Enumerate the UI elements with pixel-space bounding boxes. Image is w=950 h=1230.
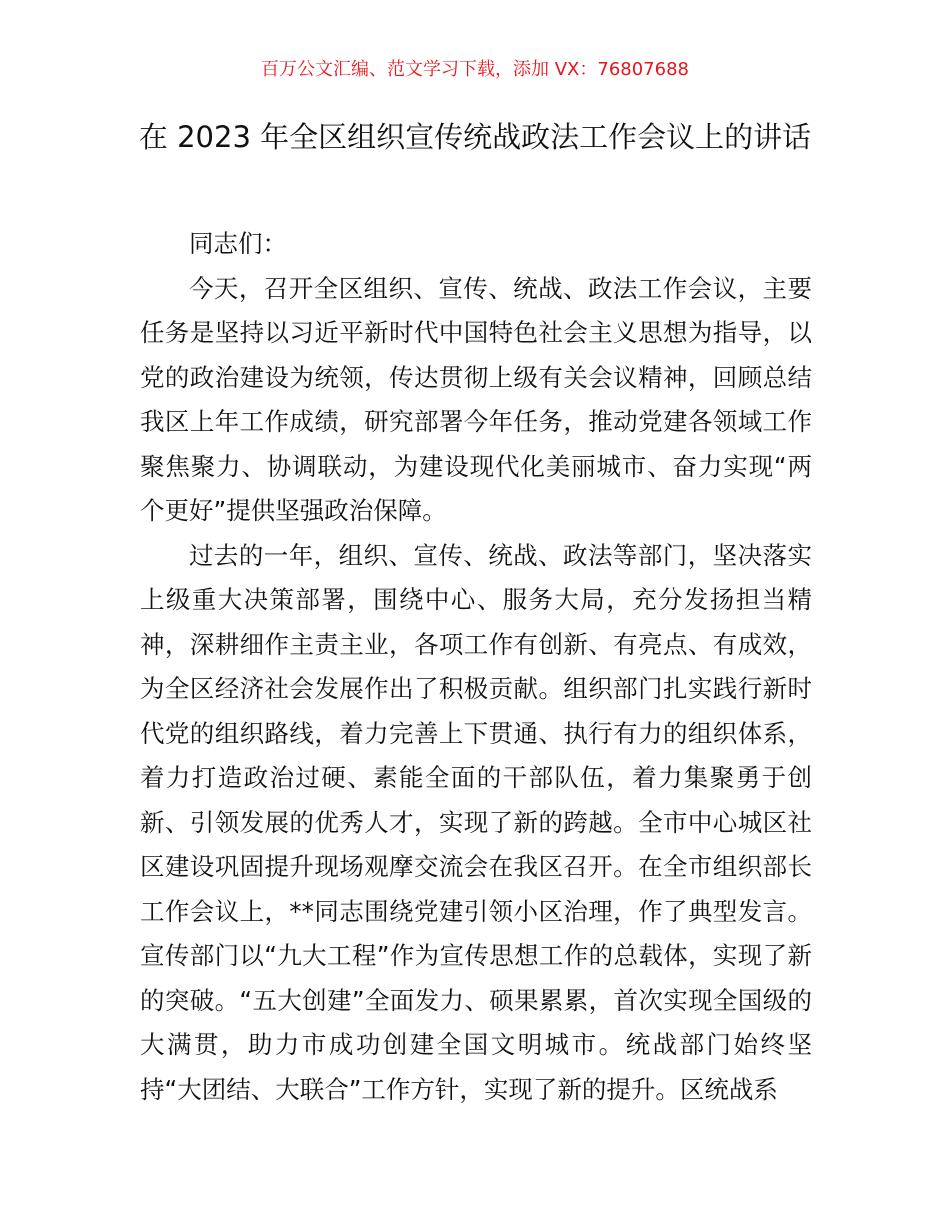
salutation: 同志们： — [189, 229, 287, 258]
paragraph-review: 过去的一年，组织、宣传、统战、政法等部门，坚决落实上级重大决策部署，围绕中心、服务大局，充分发扬担当精神，深耕细作主责主业，各项工作有创新、有亮点、有成效，为全区经济社会发展作出了积极贡献。组织部门扎实践行新时代党的组织路线，着力完善上下贯通、执行有力的组织体系，着力打造政治过硬、素能全面的干部队伍，着力集聚勇于创新、引领发展的优秀人才，实现了新的跨越。全市中心城区社区建设巩固提升现场观摩交流会在我区召开。在全市组织部长工作会议上，**同志围绕党建引领小区治理，作了典型发言。宣传部门以“九大工程”作为宣传思想工作的总载体，实现了新的突破。“五大创建”全面发力、硕果累累，首次实现全国级的大满贯，助力市成功创建全国文明城市。统战部门始终坚持“大团结、大联合”工作方针，实现了新的提升。区统战系 — [140, 540, 812, 1104]
document-body — [140, 222, 812, 1112]
document-title: 在 2023 年全区组织宣传统战政法工作会议上的讲话 — [138, 120, 812, 154]
watermark-header: 百万公文汇编、范文学习下载，添加 VX：76807688 — [261, 59, 689, 80]
paragraph-opening: 今天，召开全区组织、宣传、统战、政法工作会议，主要任务是坚持以习近平新时代中国特色社会主义思想为指导，以党的政治建设为统领，传达贯彻上级有关会议精神，回顾总结我区上年工作成绩，研究部署今年任务，推动党建各领域工作聚焦聚力、协调联动，为建设现代化美丽城市、奋力实现“两个更好”提供坚强政治保障。 — [140, 273, 812, 525]
